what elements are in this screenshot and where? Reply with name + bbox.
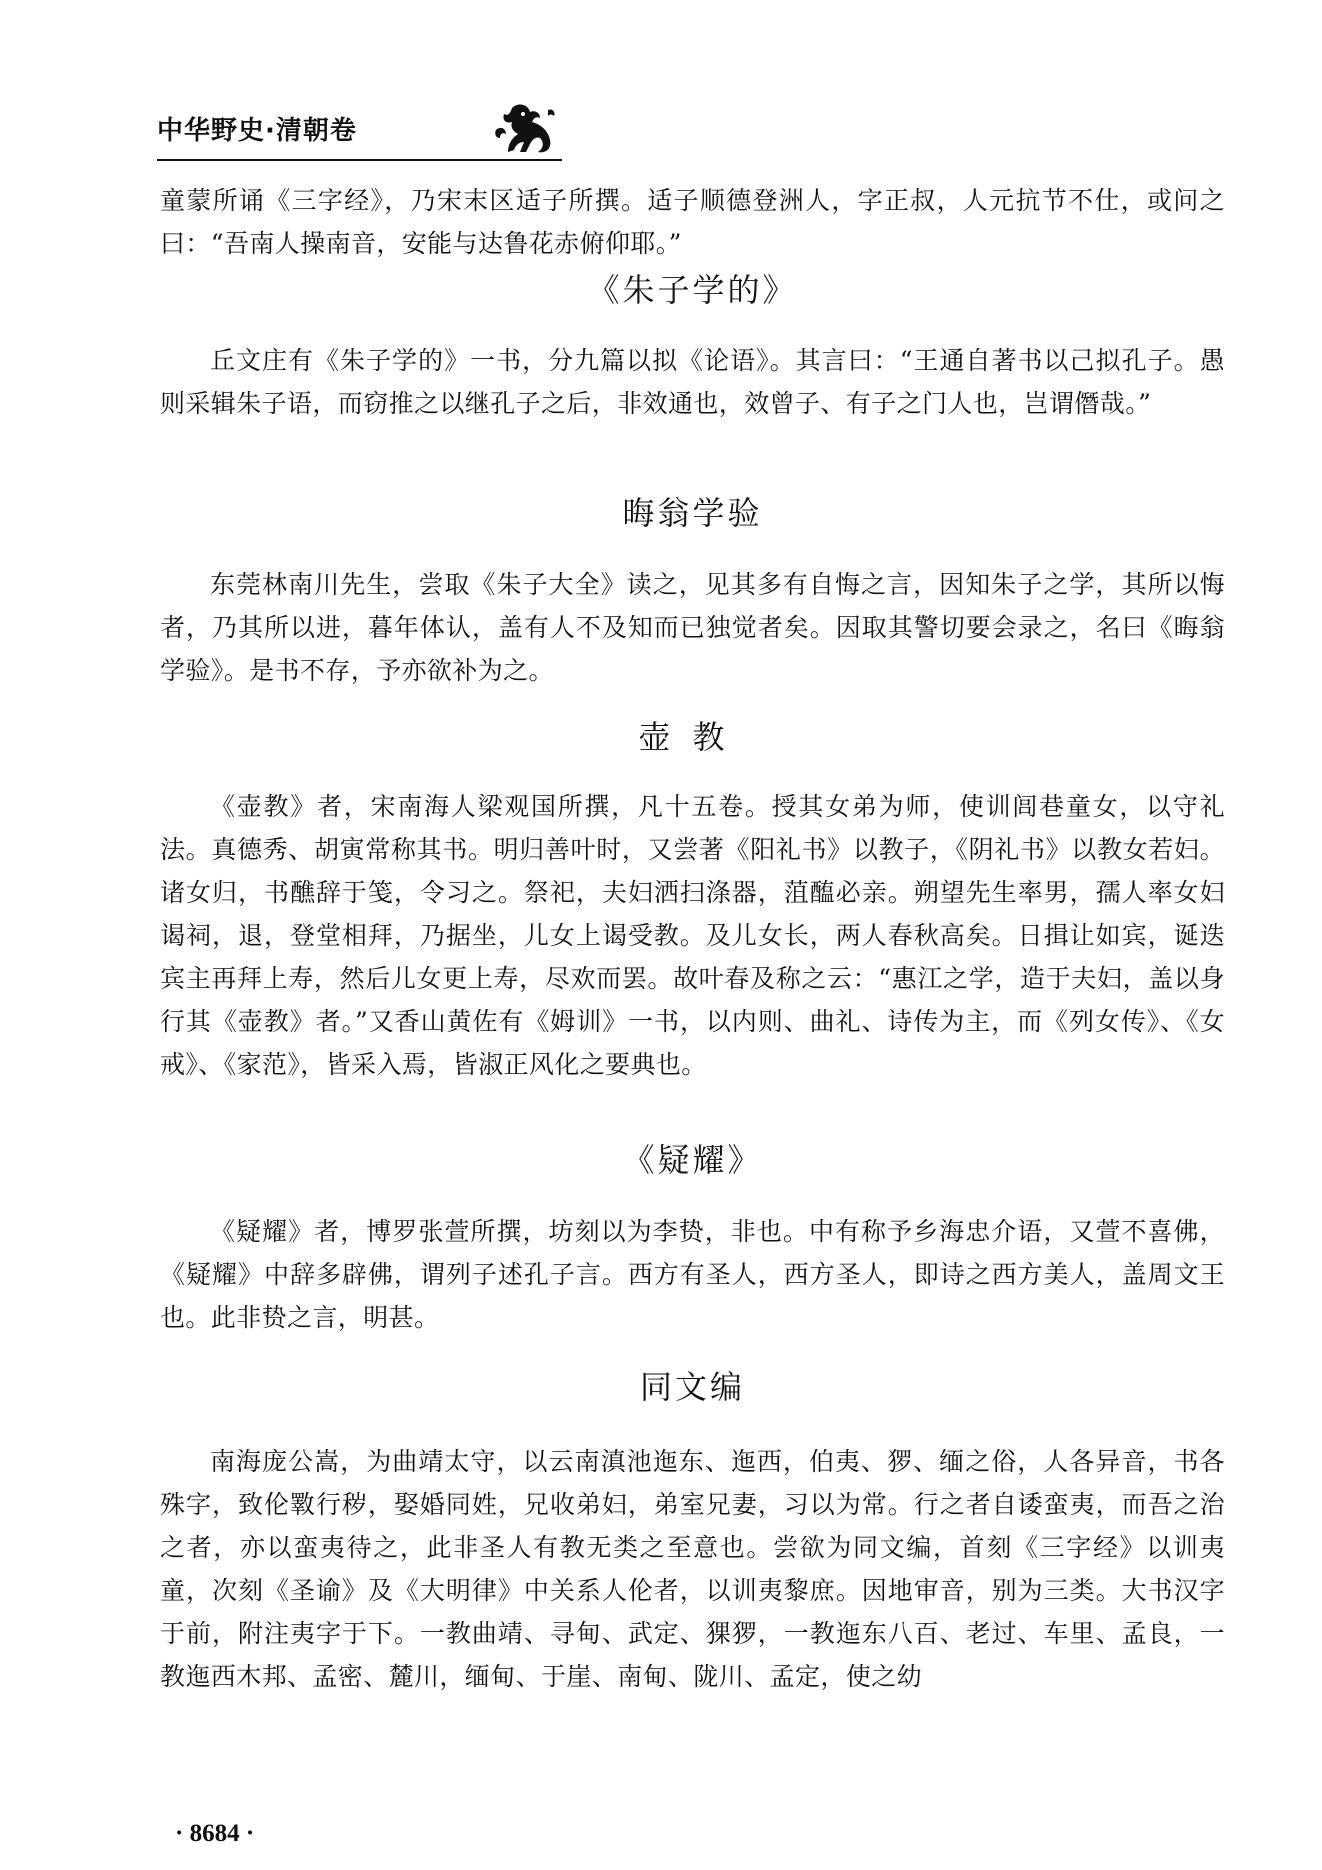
page-number: · 8684 · [175,1820,255,1847]
paragraph: 《壶教》者，宋南海人梁观国所撰，凡十五卷。授其女弟为师，使训闾巷童女，以守礼法。真德秀、胡寅常称其书。明归善叶时，又尝著《阳礼书》以教子，《阴礼书》以教女若妇。诸女归，书醮辞于笺，令习之。祭祀，夫妇洒扫涤器，菹醢必亲。朔望先生率男，孺人率女妇谒祠，退，登堂相拜，乃据坐，儿女上谒受教。及儿女长，两人春秋高矣。日揖让如宾，诞迭宾主再拜上寿，然后儿女更上寿，尽欢而罢。故叶春及称之云：“惠江之学，造于夫妇，盖以身行其《壶教》者。”又香山黄佐有《姆训》一书，以内则、曲礼、诗传为主，而《列女传》、《女戒》、《家范》，皆采入焉，皆淑正风化之要典也。 [160,792,1225,1079]
section-heading: 《疑耀》 [622,1141,763,1179]
paragraph: 《疑耀》者，博罗张萱所撰，坊刻以为李贽，非也。中有称予乡海忠介语，又萱不喜佛，《疑耀》中辞多辟佛，谓列子述孔子言。西方有圣人，西方圣人，即诗之西方美人，盖周文王也。此非贽之言，明甚。 [160,1217,1225,1332]
section-heading: 《朱子学的》 [587,271,798,309]
running-header [157,100,562,158]
section-heading: 壶教 [638,718,747,756]
dragon-emblem-icon [490,100,560,156]
header-rule [157,159,562,161]
paragraph: 丘文庄有《朱子学的》一书，分九篇以拟《论语》。其言曰：“王通自著书以己拟孔子。愚则采辑朱子语，而窃推之以继孔子之后，非效通也，效曾子、有子之门人也，岂谓僭哉。” [160,346,1225,418]
section-heading: 同文编 [639,1368,745,1406]
paragraph: 南海庞公嵩，为曲靖太守，以云南滇池迤东、迤西，伯夷、猡、缅之俗，人各异音，书各殊字，致伦斁行秽，娶婚同姓，兄收弟妇，弟室兄妻，习以为常。行之者自诿蛮夷，而吾之治之者，亦以蛮夷待之，此非圣人有教无类之至意也。尝欲为同文编，首刻《三字经》以训夷童，次刻《圣谕》及《大明律》中关系人伦者，以训夷黎庶。因地审音，别为三类。大书汉字于前，附注夷字于下。一教曲靖、寻甸、武定、猓猡，一教迤东八百、老过、车里、孟良，一教迤西木邦、孟密、麓川，缅甸、于崖、南甸、陇川、孟定，使之幼 [160,1447,1225,1691]
section-heading: 晦翁学验 [622,494,763,532]
paragraph: 童蒙所诵《三字经》，乃宋末区适子所撰。适子顺德登洲人，字正叔，人元抗节不仕，或问之曰：“吾南人操南音，安能与达鲁花赤俯仰耶。” [160,186,1225,258]
running-title: 中华野史·清朝卷 [157,116,357,146]
paragraph: 东莞林南川先生，尝取《朱子大全》读之，见其多有自悔之言，因知朱子之学，其所以悔者，乃其所以进，暮年体认，盖有人不及知而已独觉者矣。因取其警切要会录之，名曰《晦翁学验》。是书不存，予亦欲补为之。 [160,570,1225,685]
